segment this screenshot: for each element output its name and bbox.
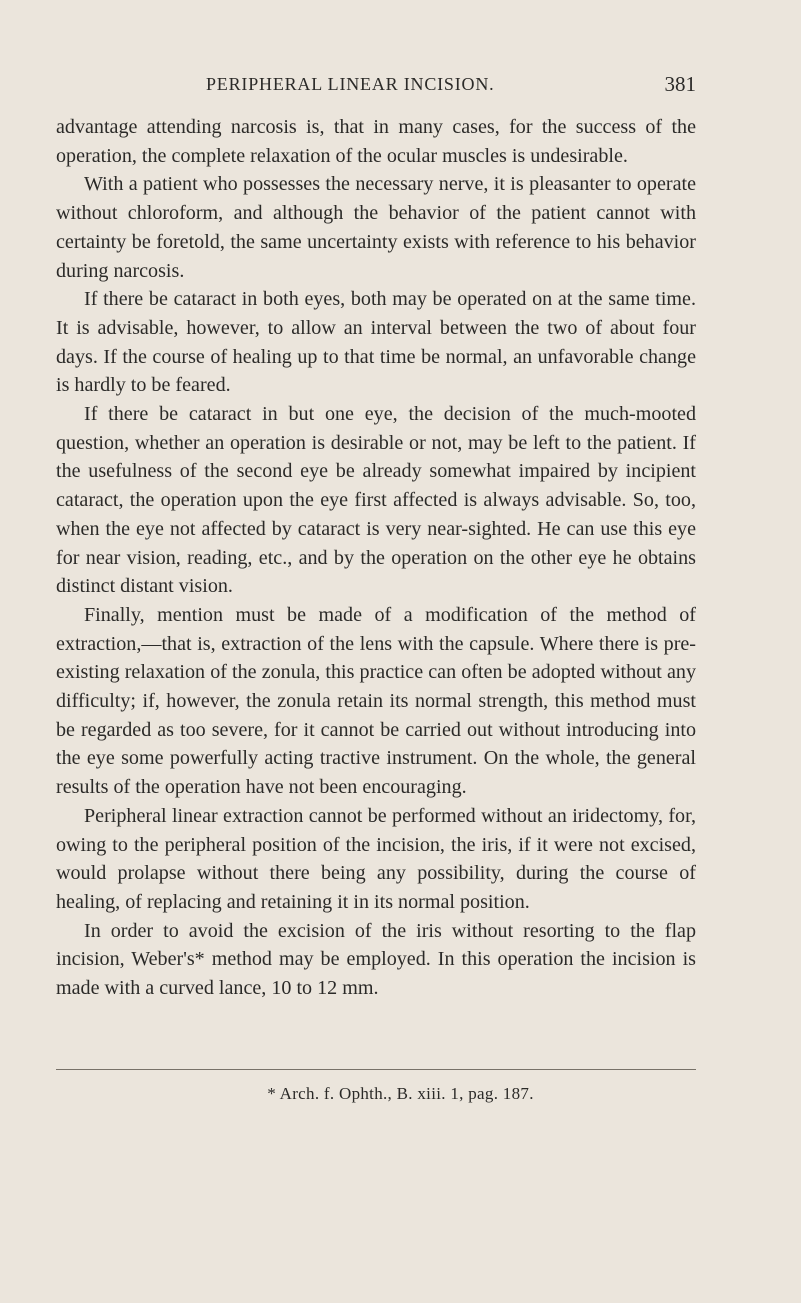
paragraph-capsule-extraction: Finally, mention must be made of a modification of the method of extraction,—that is, extraction of the lens with the capsule. Where there is pre-existing relaxation of the zonula, this practice can often be adopted without any difficulty; if, however, the zonula retain its normal strength, this method must be regarded as too severe, for it cannot be carried out without introducing into the eye some powerfully acting tractive instrument. On the whole, the general results of the operation have not been encouraging. (56, 603, 696, 799)
running-title: PERIPHERAL LINEAR INCISION. (206, 74, 495, 94)
paragraph-both-eyes: If there be cataract in both eyes, both may be operated on at the same time. It is advisable, however, to allow an interval between the two of about four days. If the course of healing up to that time be normal, an unfavorable change is hardly to be feared. (56, 288, 696, 397)
running-head (206, 74, 696, 102)
footnote: * Arch. f. Ophth., B. xiii. 1, pag. 187. (267, 1084, 534, 1103)
paragraph-narcosis-continuation: advantage attending narcosis is, that in many cases, for the success of the operation, the complete relaxation of the ocular muscles is undesirable. (56, 116, 696, 167)
paragraph-weber-method: In order to avoid the excision of the iris without resorting to the flap incision, Weber's* method may be employed. In this operation the incision is made with a curved lance, 10 to 12 mm. (56, 919, 696, 1000)
page-number: 381 (664, 72, 696, 96)
paragraph-one-eye: If there be cataract in but one eye, the decision of the much-mooted question, whether an operation is desirable or not, may be left to the patient. If the usefulness of the second eye be already somewhat impaired by incipient cataract, the operation upon the eye first affected is always advisable. So, too, when the eye not affected by cataract is very near-sighted. He can use this eye for near vision, reading, etc., and by the operation on the other eye he obtains distinct distant vision. (56, 403, 696, 598)
paragraph-chloroform: With a patient who possesses the necessary nerve, it is pleasanter to operate without chloroform, and although the behavior of the patient cannot with certainty be foretold, the same uncertainty exists with reference to his behavior during narcosis. (56, 173, 696, 282)
body-text (56, 113, 696, 1003)
footnote-rule (56, 1069, 696, 1070)
paragraph-peripheral-extraction: Peripheral linear extraction cannot be performed without an iridectomy, for, owing to the peripheral position of the incision, the iris, if it were not excised, would prolapse without there being any possibility, during the course of healing, of replacing and retaining it in its normal position. (56, 804, 696, 913)
